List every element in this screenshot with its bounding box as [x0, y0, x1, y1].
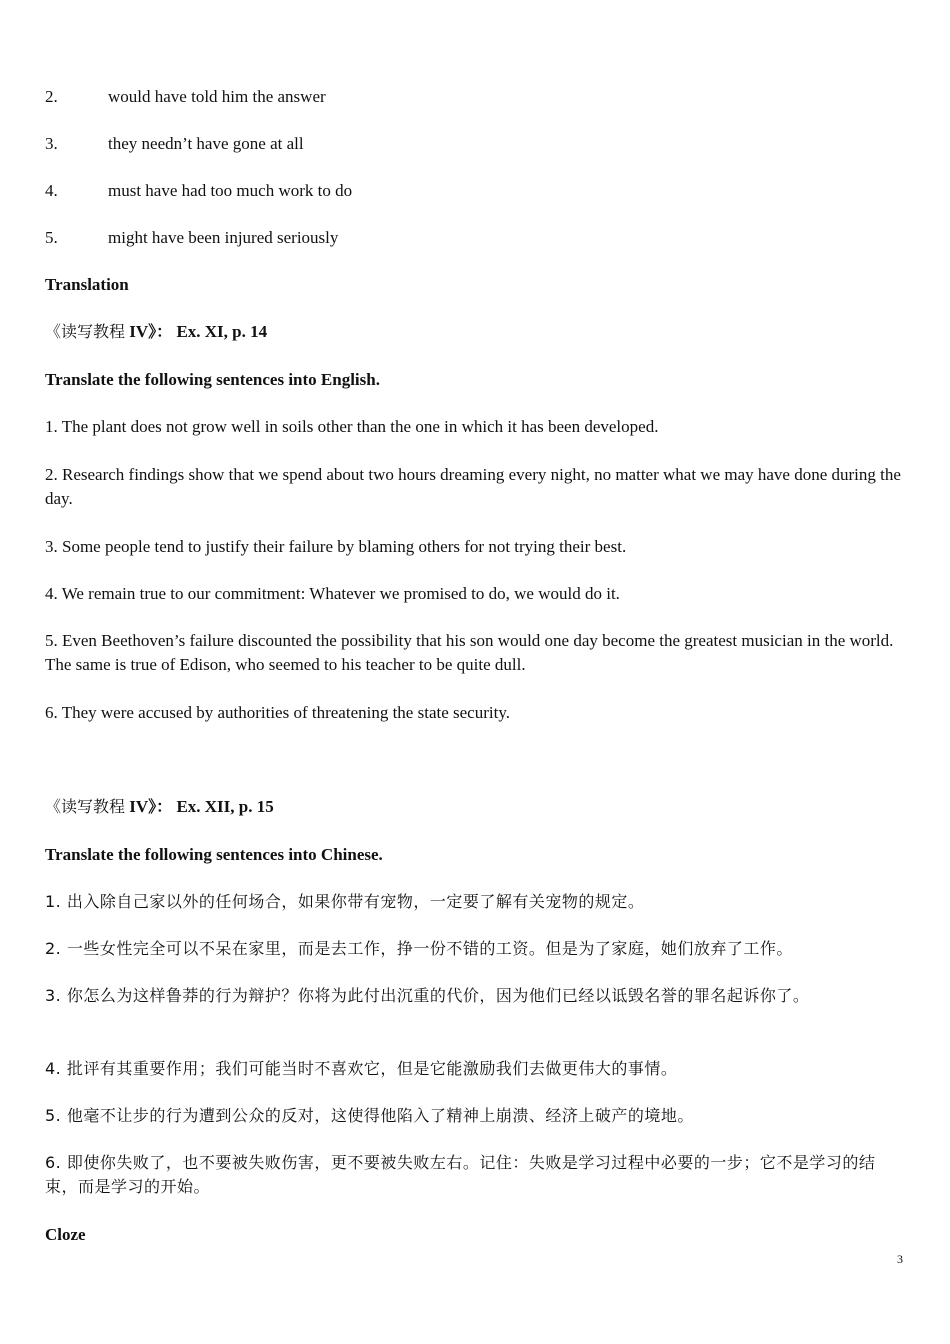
- answer-item-5: [45, 226, 338, 250]
- english-sentence-5: 5. Even Beethoven’s failure discounted the possibility that his son would one day become the greatest musician in the world. The same is true of Edison, who seemed to his teacher to be quite dull.: [45, 631, 894, 674]
- exercise-ref: Ex. XI, p. 14: [176, 322, 268, 341]
- section2-instruction: Translate the following sentences into Chinese.: [45, 845, 383, 864]
- english-sentence-1: 1. The plant does not grow well in soils other than the one in which it has been developed.: [45, 417, 659, 436]
- chinese-sentence-5: 5. 他毫不让步的行为遭到公众的反对，这使得他陷入了精神上崩溃、经济上破产的境地。: [45, 1106, 694, 1125]
- chinese-sentence-6: 6. 即使你失败了，也不要被失败伤害，更不要被失败左右。记住：失败是学习过程中必要的一步；它不是学习的结束，而是学习的开始。: [45, 1153, 876, 1196]
- chinese-sentence-2: 2. 一些女性完全可以不呆在家里，而是去工作，挣一份不错的工资。但是为了家庭，她们放弃了工作。: [45, 939, 793, 958]
- answer-number: 3.: [45, 134, 58, 153]
- book-title: 《读写教程: [45, 322, 126, 341]
- book-title-close: 》：: [148, 322, 173, 341]
- cloze-heading: Cloze: [45, 1225, 86, 1244]
- translation-heading: Translation: [45, 275, 129, 294]
- answer-item-4: [45, 179, 352, 203]
- answer-text: must have had too much work to do: [108, 181, 353, 200]
- section1-source: [45, 320, 267, 344]
- book-volume: IV: [129, 322, 149, 341]
- book-volume: IV: [129, 797, 149, 816]
- chinese-sentence-1: 1. 出入除自己家以外的任何场合，如果你带有宠物，一定要了解有关宠物的规定。: [45, 892, 645, 911]
- english-sentence-3: 3. Some people tend to justify their failure by blaming others for not trying their best.: [45, 537, 627, 556]
- english-sentence-2: 2. Research findings show that we spend about two hours dreaming every night, no matter what we may have done during the day.: [45, 465, 901, 508]
- answer-text: they needn’t have gone at all: [108, 134, 304, 153]
- book-title: 《读写教程: [45, 797, 126, 816]
- answer-text: would have told him the answer: [108, 87, 326, 106]
- answer-item-2: [45, 85, 326, 109]
- section2-source: [45, 795, 274, 819]
- answer-number: 5.: [45, 228, 58, 247]
- chinese-sentence-4: 4. 批评有其重要作用；我们可能当时不喜欢它，但是它能激励我们去做更伟大的事情。: [45, 1059, 678, 1078]
- answer-item-3: [45, 132, 304, 156]
- answer-number: 4.: [45, 181, 58, 200]
- chinese-sentence-3: 3. 你怎么为这样鲁莽的行为辩护？你将为此付出沉重的代价，因为他们已经以诋毁名誉的罪名起诉你了。: [45, 986, 810, 1005]
- english-sentence-6: 6. They were accused by authorities of threatening the state security.: [45, 703, 510, 722]
- section1-instruction: Translate the following sentences into English.: [45, 370, 380, 389]
- answer-number: 2.: [45, 87, 58, 106]
- book-title-close: 》：: [148, 797, 173, 816]
- english-sentence-4: 4. We remain true to our commitment: Whatever we promised to do, we would do it.: [45, 584, 620, 603]
- exercise-ref: Ex. XII, p. 15: [176, 797, 274, 816]
- page-number: 3: [897, 1252, 903, 1266]
- answer-text: might have been injured seriously: [108, 228, 339, 247]
